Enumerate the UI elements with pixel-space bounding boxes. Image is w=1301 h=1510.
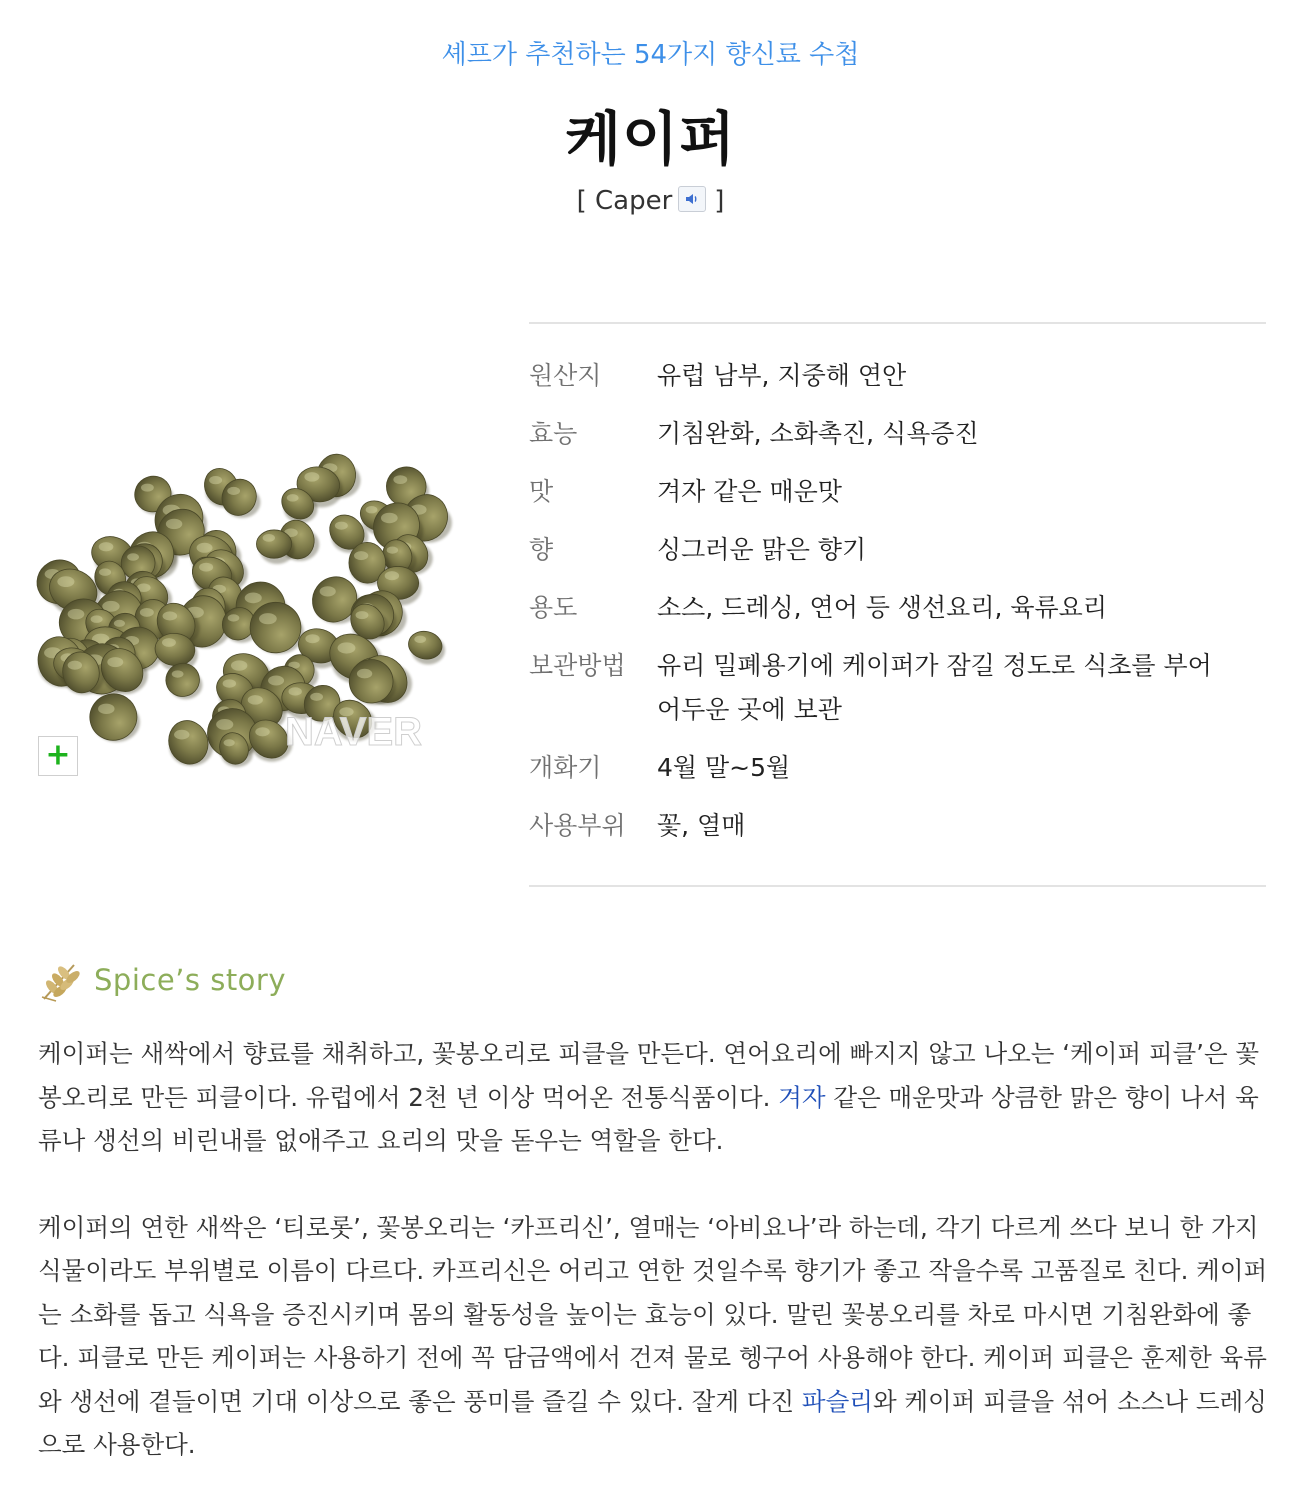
caper-photo	[30, 395, 490, 795]
speaker-icon	[683, 191, 701, 207]
info-value: 4월 말~5월	[657, 753, 791, 782]
info-value: 유럽 남부, 지중해 연안	[657, 361, 907, 390]
english-name-close: ]	[714, 186, 725, 216]
info-value	[657, 644, 1266, 732]
story-text: 케이퍼는 새싹에서 향료를 채취하고, 꽃봉오리로 피클을 만든다. 연어요리에 빠지지 않고 나오는 ‘케이퍼 피클’은 꽃봉오리로 만든 피클이다. 유럽에서 2천 년 이상 먹어온 전통식품이다.	[38, 1039, 1260, 1112]
story-text: 와 케이퍼 피클을 섞어 소스나 드레싱으로 사용한다.	[38, 1386, 1267, 1459]
story-text: 케이퍼의 연한 새싹은 ‘티로롯’, 꽃봉오리는 ‘카프리신’, 열매는 ‘아비요나’라 하는데, 각기 다르게 쓰다 보니 한 가지 식물이라도 부위별로 이름이 다르다. 카프리신은 어리고 연한 것일수록 향기가 좋고 작을수록 고품질로 친다. 케이퍼는 소화를 돕고 식욕을 증진시키며 몸의 활동성을 높이는 효능이 있다. 말린 꽃봉오리를 차로 마시면 기침완화에 좋다. 피클로 만든 케이퍼는 사용하기 전에 꼭 담금액에서 건져 물로 헹구어 사용해야 한다. 케이퍼 피클은 훈제한 육류와 생선에 곁들이면 기대 이상으로 좋은 풍미를 즐길 수 있다. 잘게 다진	[38, 1212, 1268, 1416]
info-value: 꽃, 열매	[657, 811, 746, 840]
info-value: 싱그러운 맑은 향기	[657, 535, 867, 564]
info-row-origin	[529, 354, 1266, 398]
info-label: 보관방법	[529, 651, 626, 680]
info-row-efficacy	[529, 412, 1266, 456]
info-row-parts-used	[529, 804, 1266, 848]
story-paragraph	[38, 1206, 1270, 1467]
info-value: 겨자 같은 매운맛	[657, 477, 842, 506]
zoom-image-button[interactable]	[38, 736, 78, 776]
wheat-icon	[38, 957, 84, 1003]
story-paragraph	[38, 1032, 1270, 1163]
info-row-taste	[529, 470, 1266, 514]
info-row-usage	[529, 586, 1266, 630]
info-row-aroma	[529, 528, 1266, 572]
info-value-line: 어두운 곳에 보관	[657, 695, 842, 724]
info-label: 맛	[529, 477, 554, 506]
info-row-flowering	[529, 746, 1266, 790]
plus-icon: +	[45, 737, 71, 773]
link-mustard[interactable]: 겨자	[778, 1082, 826, 1112]
english-name	[0, 186, 1301, 216]
pronunciation-button[interactable]	[678, 186, 706, 212]
info-value-line: 유리 밀폐용기에 케이퍼가 잠길 정도로 식초를 부어	[657, 651, 1212, 680]
story-text: 같은 매운맛과 상큼한 맑은 향이 나서 육류나 생선의 비린내를 없애주고 요리의 맛을 돋우는 역할을 한다.	[38, 1082, 1259, 1155]
naver-watermark: NAVER	[285, 710, 423, 754]
info-value: 소스, 드레싱, 연어 등 생선요리, 육류요리	[657, 593, 1107, 622]
info-value: 기침완화, 소화촉진, 식욕증진	[657, 419, 979, 448]
info-label: 개화기	[529, 753, 602, 782]
page-title: 케이퍼	[564, 105, 737, 173]
info-label: 용도	[529, 593, 578, 622]
english-name-text: [ Caper	[576, 186, 673, 216]
spice-info-table	[529, 322, 1266, 887]
link-parsley[interactable]: 파슬리	[801, 1386, 873, 1416]
series-title-link[interactable]: 셰프가 추천하는 54가지 향신료 수첩	[441, 40, 860, 70]
info-row-storage	[529, 644, 1266, 732]
info-label: 향	[529, 535, 554, 564]
info-label: 효능	[529, 419, 578, 448]
info-label: 원산지	[529, 361, 602, 390]
info-label: 사용부위	[529, 811, 626, 840]
story-heading	[38, 954, 286, 1006]
story-heading-text: Spice’s story	[94, 963, 287, 997]
